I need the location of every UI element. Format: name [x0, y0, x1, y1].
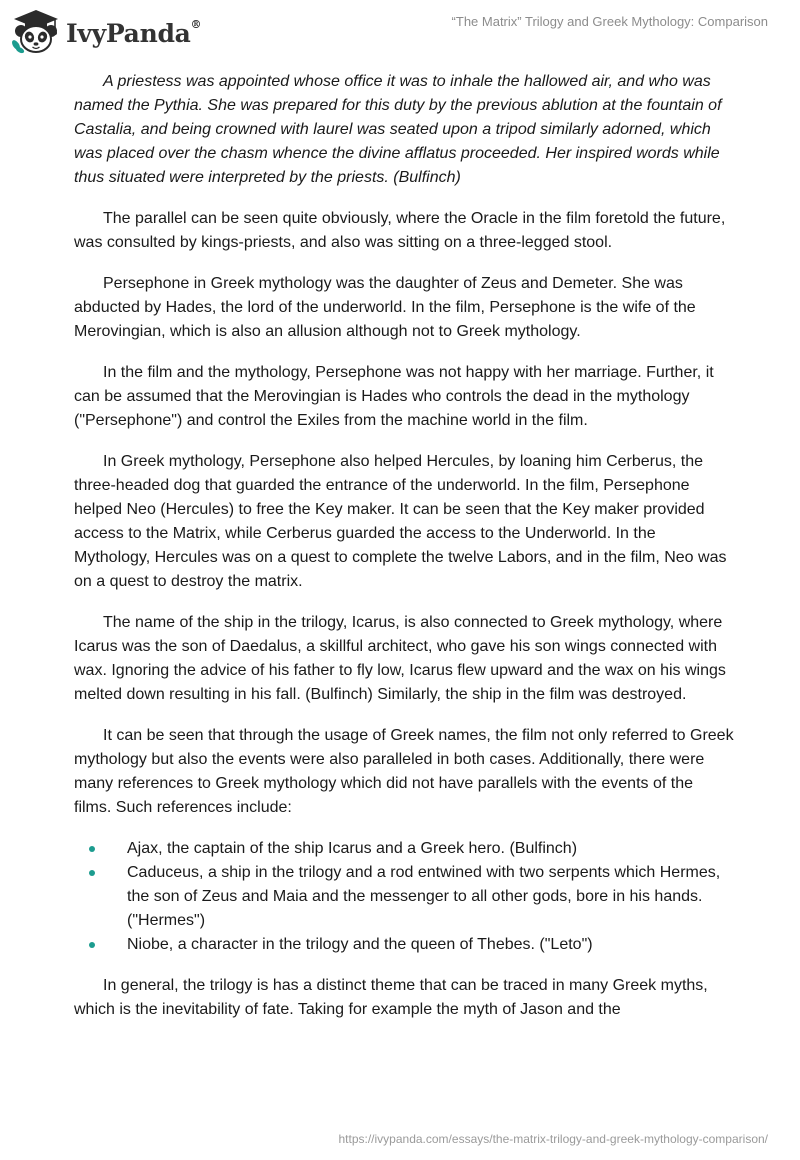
closing-paragraph: In general, the trilogy is has a distinct theme that can be traced in many Greek myths, which is the inevitability of fate. Taking for example the myth of Jason and the — [74, 977, 708, 1018]
page-header — [0, 0, 800, 62]
registered-mark: ® — [190, 18, 202, 32]
list-item — [74, 933, 734, 957]
source-url[interactable]: https://ivypanda.com/essays/the-matrix-trilogy-and-greek-mythology-comparison/ — [338, 1132, 768, 1146]
bullet-dot-icon — [89, 942, 95, 948]
list-item — [74, 837, 734, 861]
paragraph: In the film and the mythology, Persephone was not happy with her marriage. Further, it can be assumed that the Merovingian is Hades who controls the dead in the mythology ("Persephone") and control the Exiles from the machine world in the film. — [74, 364, 714, 429]
brand-name-text: IvyPanda — [66, 18, 191, 48]
paragraph: The parallel can be seen quite obviously, where the Oracle in the film foretold the future, was consulted by kings-priests, and also was sitting on a three-legged stool. — [74, 210, 726, 251]
essay-content — [74, 70, 734, 1039]
document-title: “The Matrix” Trilogy and Greek Mythology: Comparison — [451, 14, 768, 29]
paragraph: Persephone in Greek mythology was the daughter of Zeus and Demeter. She was abducted by Hades, the lord of the underworld. In the film, Persephone is the wife of the Merovingian, which is also an allusion although not to Greek mythology. — [74, 275, 696, 340]
paragraph: In Greek mythology, Persephone also helped Hercules, by loaning him Cerberus, the three-headed dog that guarded the entrance of the underworld. In the film, Persephone helped Neo (Hercules) to free the Key maker. It can be seen that the Key maker provided access to the Matrix, while Cerberus guarded the access to the Underworld. In the Mythology, Hercules was on a quest to complete the twelve Labors, and in the film, Neo was on a quest to destroy the matrix. — [74, 453, 727, 590]
list-item-text: Caduceus, a ship in the trilogy and a rod entwined with two serpents which Hermes, the son of Zeus and Maia and the messenger to all other gods, bore in his hands. ("Hermes") — [127, 864, 721, 929]
references-list — [74, 837, 734, 957]
panda-graduate-icon — [10, 8, 62, 54]
list-item — [74, 861, 734, 933]
brand-name — [66, 19, 201, 48]
ivypanda-logo[interactable] — [10, 8, 201, 54]
paragraph: The name of the ship in the trilogy, Icarus, is also connected to Greek mythology, where Icarus was the son of Daedalus, a skillful architect, who gave his son wings connected with wax. Ignoring the advice of his father to fly low, Icarus flew upward and the wax on his wings melted down resulting in his fall. (Bulfinch) Similarly, the ship in the film was destroyed. — [74, 614, 726, 703]
list-item-text: Niobe, a character in the trilogy and the queen of Thebes. ("Leto") — [127, 936, 593, 953]
bullet-dot-icon — [89, 846, 95, 852]
paragraph: It can be seen that through the usage of Greek names, the film not only referred to Greek mythology but also the events were also paralleled in both cases. Additionally, there were many references to Greek mythology which did not have parallels with the events of the films. Such references include: — [74, 727, 734, 816]
bullet-dot-icon — [89, 870, 95, 876]
list-item-text: Ajax, the captain of the ship Icarus and a Greek hero. (Bulfinch) — [127, 840, 578, 857]
block-quote: A priestess was appointed whose office it was to inhale the hallowed air, and who was named the Pythia. She was prepared for this duty by the previous ablution at the fountain of Castalia, and being crowned with laurel was seated upon a tripod similarly adorned, which was placed over the chasm whence the divine afflatus proceeded. Her inspired words while thus situated were interpreted by the priests. (Bulfinch) — [74, 73, 722, 186]
